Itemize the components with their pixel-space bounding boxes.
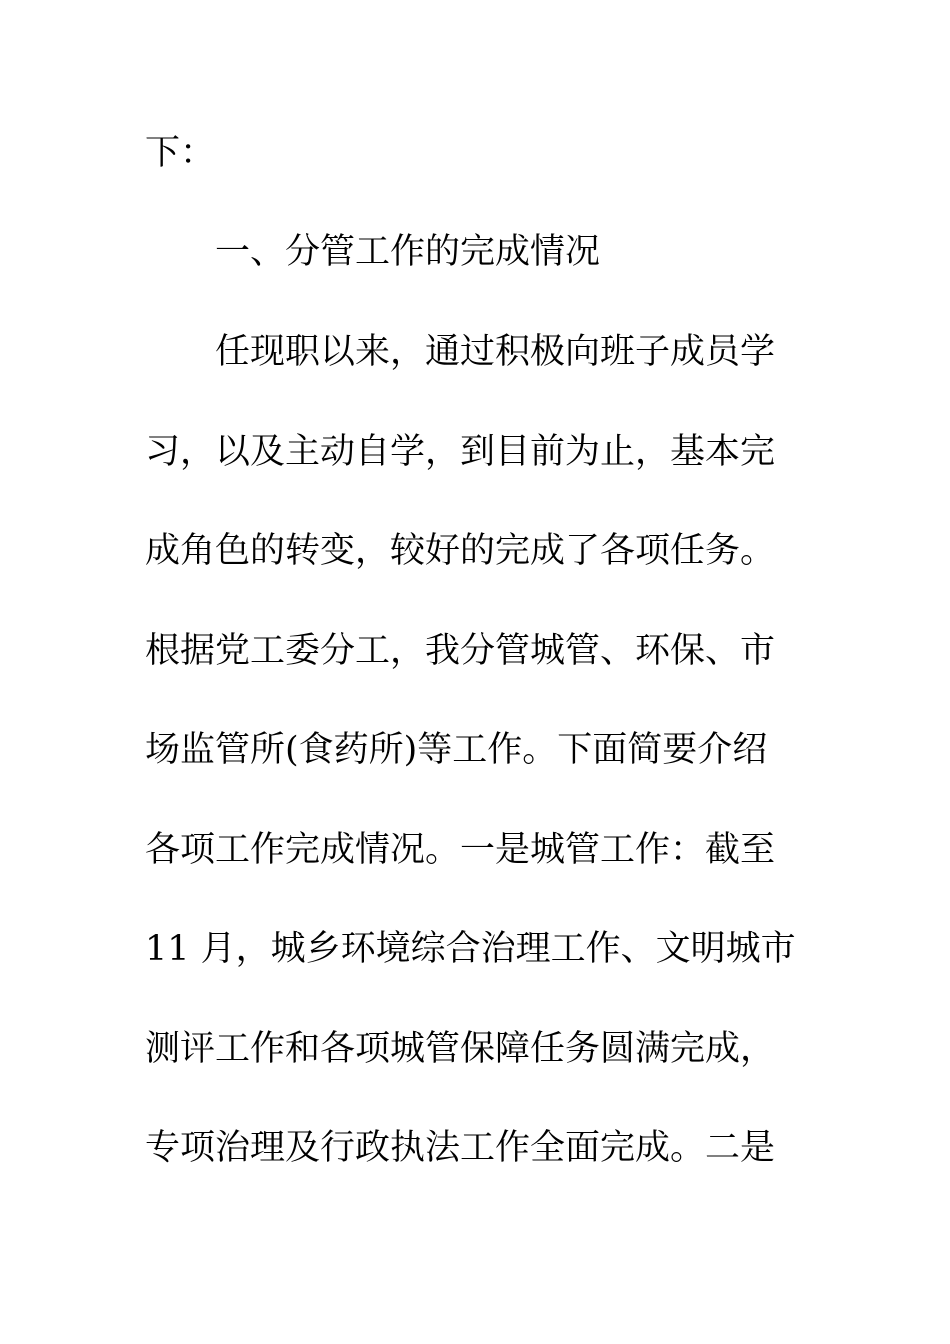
text-line-4: 习，以及主动自学，到目前为止，基本完 xyxy=(145,432,776,472)
text-line-9: 11 月，城乡环境综合治理工作、文明城市 xyxy=(145,929,796,969)
text-line-7: 场监管所(食药所)等工作。下面简要介绍 xyxy=(145,730,768,770)
text-line-5: 成角色的转变，较好的完成了各项任务。 xyxy=(145,531,776,571)
text-line-1: 下： xyxy=(145,133,216,173)
text-line-8: 各项工作完成情况。一是城管工作：截至 xyxy=(145,830,776,870)
text-line-11: 专项治理及行政执法工作全面完成。二是 xyxy=(145,1128,776,1168)
text-line-3: 任现职以来，通过积极向班子成员学 xyxy=(215,332,776,372)
text-line-10: 测评工作和各项城管保障任务圆满完成， xyxy=(145,1029,776,1069)
section-heading: 一、分管工作的完成情况 xyxy=(215,232,601,272)
text-line-6: 根据党工委分工，我分管城管、环保、市 xyxy=(145,631,776,671)
